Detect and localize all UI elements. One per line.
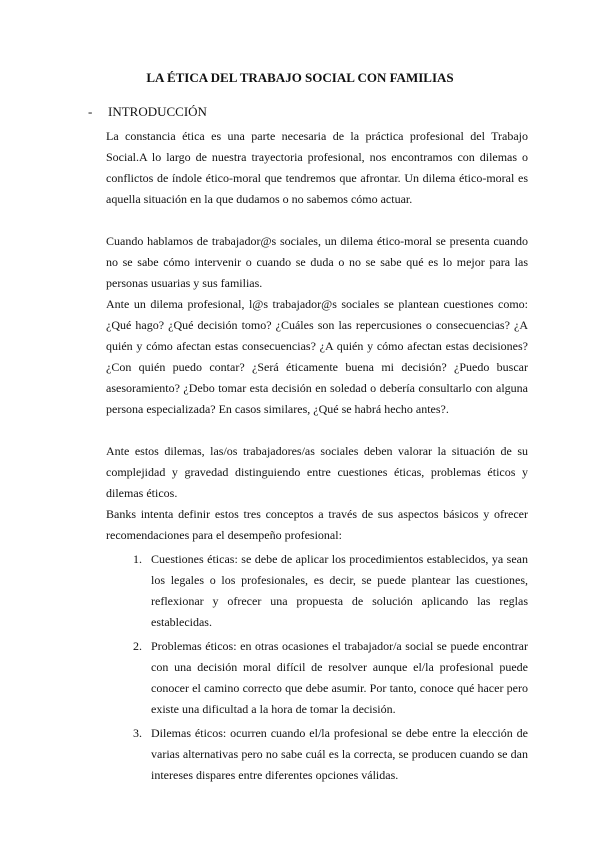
section-marker: -: [88, 104, 93, 119]
list-item: 1. Cuestiones éticas: se debe de aplicar los procedimientos establecidos, ya sean los legales o los profesionales, es decir, se puede plantear las cuestiones, reflexionar y ofrecer una propuesta de solución aplicando las reglas establecidas.: [145, 549, 528, 633]
document-body: [106, 126, 528, 789]
list-item: 2. Problemas éticos: en otras ocasiones el trabajador/a social se puede encontrar con una decisión moral difícil de resolver aunque el/la profesional puede conocer el camino correcto que debe asumir. Por tanto, conoce qué hacer pero existe una dificultad a la hora de tomar la decisión.: [145, 636, 528, 720]
paragraph: Ante estos dilemas, las/os trabajadores/as sociales deben valorar la situación de su complejidad y gravedad distinguiendo entre cuestiones éticas, problemas éticos y dilemas éticos.: [106, 444, 528, 500]
concepts-list: [106, 549, 528, 786]
paragraph: Ante un dilema profesional, l@s trabajador@s sociales se plantean cuestiones como: ¿Qué hago? ¿Qué decisión tomo? ¿Cuáles son las repercusiones o consecuencias? ¿A quién y cómo afectan estas consecuencias? ¿A quién y cómo afectan estas decisiones? ¿Con quién puedo contar? ¿Será éticamente buena mi decisión? ¿Puedo buscar asesoramiento? ¿Debo tomar esta decisión en soledad o debería consultarlo con alguna persona especializada? En casos similares, ¿Qué se habrá hecho antes?.: [106, 297, 528, 416]
paragraph: Cuando hablamos de trabajador@s sociales, un dilema ético-moral se presenta cuando no se sabe cómo intervenir o cuando se duda o no se sabe qué es lo mejor para las personas usuarias y sus familias.: [106, 234, 528, 290]
paragraph: La constancia ética es una parte necesaria de la práctica profesional del Trabajo Social.A lo largo de nuestra trayectoria profesional, nos encontramos con dilemas o conflictos de índole ético-moral que tendremos que afrontar. Un dilema ético-moral es aquella situación en la que dudamos o no sabemos cómo actuar.: [106, 129, 528, 206]
document-title: LA ÉTICA DEL TRABAJO SOCIAL CON FAMILIAS: [146, 70, 454, 85]
section-heading-row: [88, 104, 207, 120]
list-item: 3. Dilemas éticos: ocurren cuando el/la profesional se debe entre la elección de varias alternativas pero no sabe cuál es la correcta, se producen cuando se dan intereses dispares entre diferentes opciones válidas.: [145, 723, 528, 786]
paragraph: Banks intenta definir estos tres conceptos a través de sus aspectos básicos y ofrecer recomendaciones para el desempeño profesional:: [106, 507, 528, 542]
section-heading: INTRODUCCIÓN: [108, 104, 207, 119]
